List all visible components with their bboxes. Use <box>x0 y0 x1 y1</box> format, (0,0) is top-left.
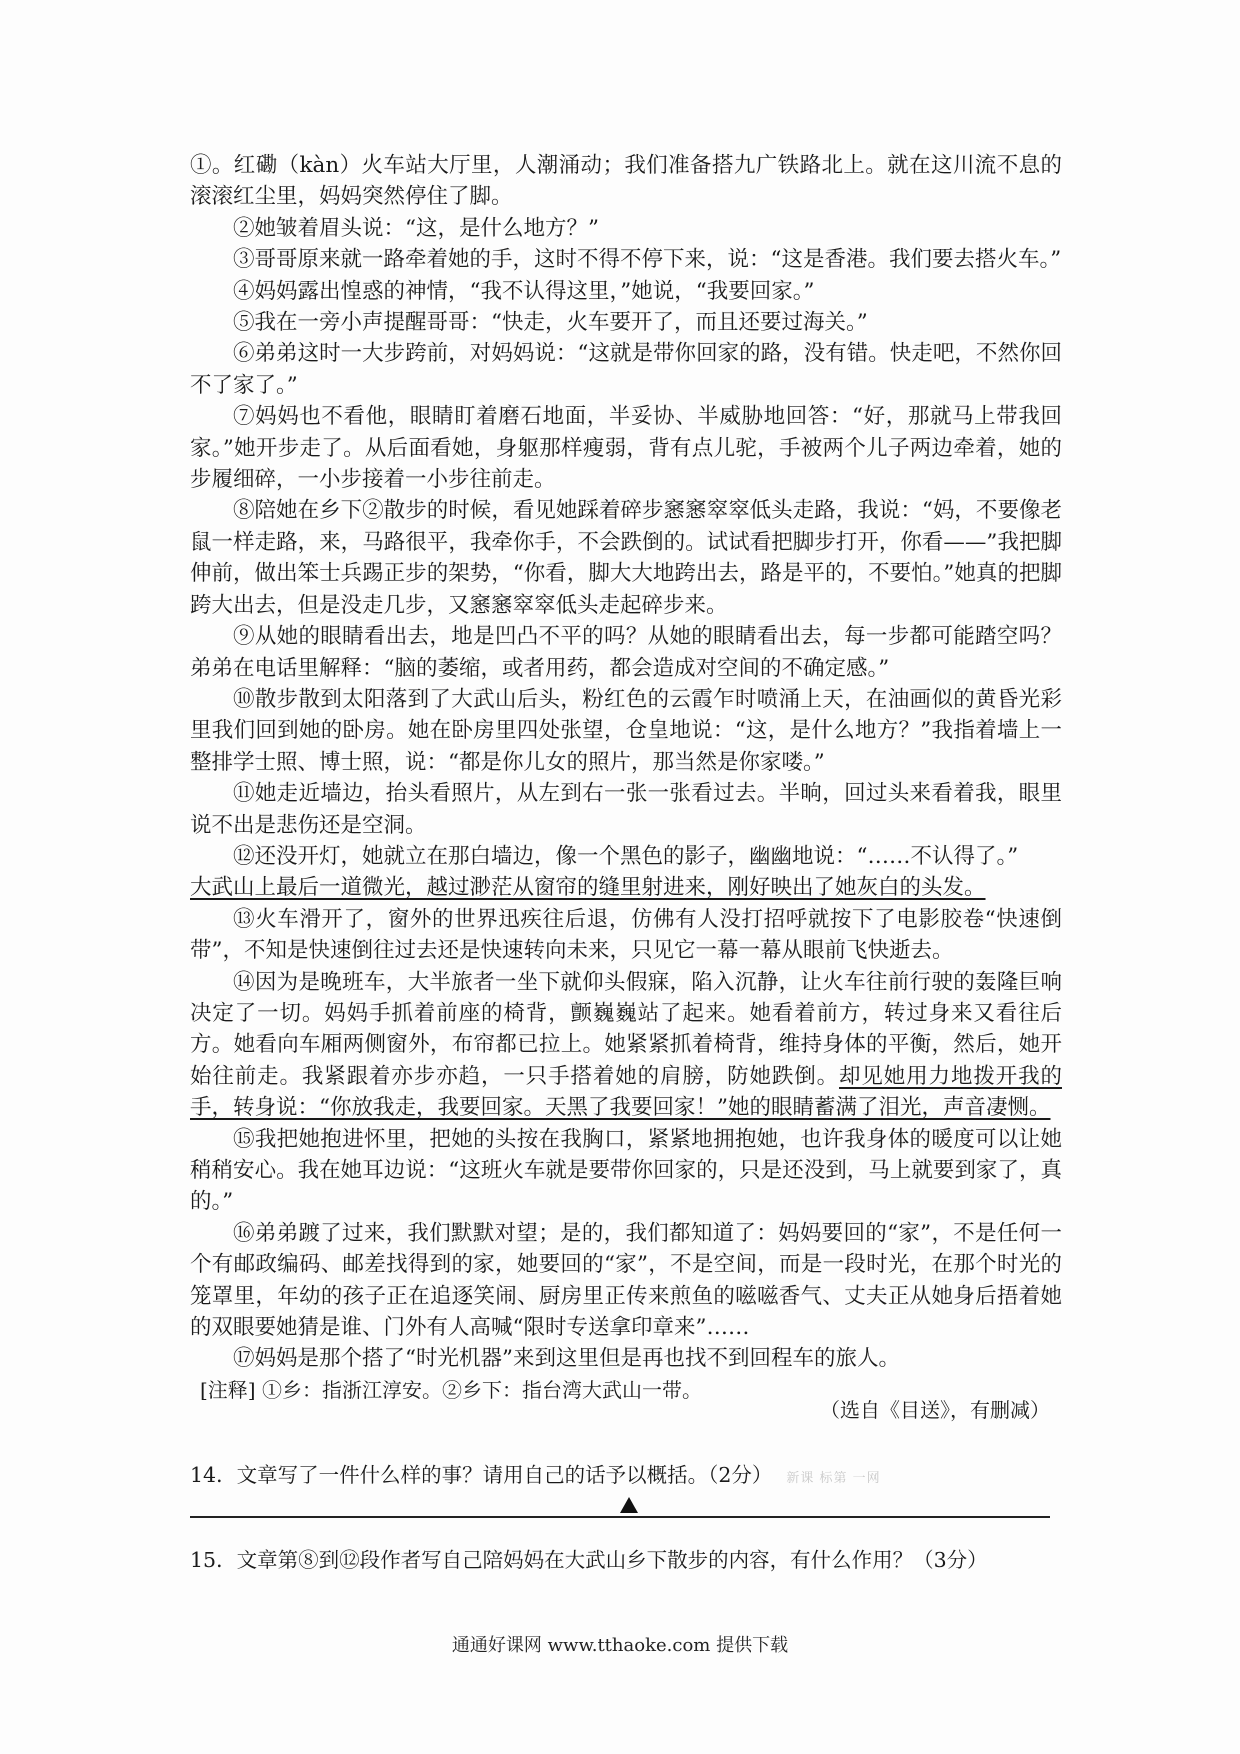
paragraph-2: ②她皱着眉头说：“这，是什么地方？” <box>233 215 599 241</box>
paragraph-13: ⑬火车滑开了，窗外的世界迅疾往后退，仿佛有人没打招呼就按下了电影胶卷“快速倒带”，不知是快速倒往过去还是快速转向未来，只见它一幕一幕从眼前飞快逝去。 <box>190 906 1062 964</box>
paragraph-3: ③哥哥原来就一路牵着她的手，这时不得不停下来，说：“这是香港。我们要去搭火车。” <box>233 247 1062 273</box>
paragraph-6: ⑥弟弟这时一大步跨前，对妈妈说：“这就是带你回家的路，没有错。快走吧，不然你回不了家了。” <box>190 341 1062 398</box>
watermark-text: 新课 标第 一网 <box>786 1471 881 1486</box>
annotation-note: [注释] ①乡：指浙江淳安。②乡下：指台湾大武山一带。 <box>200 1377 702 1402</box>
paragraph-12-underlined: 大武山上最后一道微光，越过渺茫从窗帘的缝里射进来，刚好映出了她灰白的头发。 <box>190 875 986 901</box>
paragraph-12: ⑫还没开灯，她就立在那白墙边，像一个黑色的影子，幽幽地说：“……不认得了。” <box>233 843 1019 869</box>
answer-line <box>190 1516 1050 1518</box>
paragraph-4: ④妈妈露出惶惑的神情，“我不认得这里，”她说，“我要回家。” <box>233 278 815 304</box>
source-citation: （选自《目送》，有删减） <box>820 1398 1050 1422</box>
paragraph-14-text: ⑭因为是晚班车，大半旅者一坐下就仰头假寐，陷入沉静，让火车往前行驶的轰隆巨响决定了一切。妈妈手抓着前座的椅背，颤巍巍站了起来。她看着前方，转过身来又看往后方。她看向车厢两侧窗外，布帘都已拉上。她紧紧抓着椅背，维持身体的平衡，然后，她开始往前走。我紧跟着亦步亦趋，一只手搭着她的肩膀，防她跌倒。 <box>190 969 1062 1089</box>
paragraph-14-underlined: 却见她用力地拨开我的手，转身说：“你放我走，我要回家。天黑了我要回家！”她的眼睛蓄满了泪光，声音凄恻。 <box>190 1063 1062 1121</box>
paragraph-14 <box>190 967 1062 1124</box>
paragraph-15: ⑮我把她抱进怀里，把她的头按在我胸口，紧紧地拥抱她，也许我身体的暖度可以让她稍稍安心。我在她耳边说：“这班火车就是要带你回家的，只是还没到，马上就要到家了，真的。” <box>190 1126 1062 1215</box>
reading-passage <box>190 150 1062 1406</box>
question-14 <box>190 1458 881 1488</box>
paragraph-9: ⑨从她的眼睛看出去，地是凹凸不平的吗？从她的眼睛看出去，每一步都可能踏空吗？弟弟在电话里解释：“脑的萎缩，或者用药，都会造成对空间的不确定感。” <box>190 624 1062 681</box>
paragraph-10: ⑩散步散到太阳落到了大武山后头，粉红色的云霞乍时喷涌上天，在油画似的黄昏光彩里我们回到她的卧房。她在卧房里四处张望，仓皇地说：“这，是什么地方？”我指着墙上一整排学士照、博士照，说：“都是你儿女的照片，那当然是你家喽。” <box>190 686 1062 775</box>
triangle-icon <box>620 1497 638 1513</box>
paragraph-11: ⑪她走近墙边，抬头看照片，从左到右一张一张看过去。半晌，回过头来看着我，眼里说不出是悲伤还是空洞。 <box>190 781 1062 838</box>
paragraph-8: ⑧陪她在乡下②散步的时候，看见她踩着碎步窸窸窣窣低头走路，我说：“妈，不要像老鼠一样走路，来，马路很平，我牵你手，不会跌倒的。试试看把脚步打开，你看——”我把脚伸前，做出笨士兵踢正步的架势，“你看，脚大大地跨出去，路是平的，不要怕。”她真的把脚跨大出去，但是没走几步，又窸窸窣窣低头走起碎步来。 <box>190 498 1062 618</box>
paragraph-17: ⑰妈妈是那个搭了“时光机器”来到这里但是再也找不到回程车的旅人。 <box>233 1346 900 1372</box>
question-15: 15．文章第⑧到⑫段作者写自己陪妈妈在大武山乡下散步的内容，有什么作用？（3分） <box>190 1548 988 1572</box>
question-14-text: 14．文章写了一件什么样的事？请用自己的话予以概括。（2分） <box>190 1463 773 1487</box>
paragraph-7: ⑦妈妈也不看他，眼睛盯着磨石地面，半妥协、半威胁地回答：“好，那就马上带我回家。”她开步走了。从后面看她，身躯那样瘦弱，背有点儿驼，手被两个儿子两边牵着，她的步履细碎，一小步接着一小步往前走。 <box>190 404 1062 493</box>
paragraph-5: ⑤我在一旁小声提醒哥哥：“快走，火车要开了，而且还要过海关。” <box>233 310 868 336</box>
paragraph-16: ⑯弟弟踱了过来，我们默默对望；是的，我们都知道了：妈妈要回的“家”，不是任何一个有邮政编码、邮差找得到的家，她要回的“家”，不是空间，而是一段时光，在那个时光的笼罩里，年幼的孩子正在追逐笑闹、厨房里正传来煎鱼的嗞嗞香气、丈夫正从她身后捂着她的双眼要她猜是谁、门外有人高喊“限时专送拿印章来”…… <box>190 1220 1062 1341</box>
paragraph-1: ①。红磡（kàn）火车站大厅里，人潮涌动；我们准备搭九广铁路北上。就在这川流不息的滚滚红尘里，妈妈突然停住了脚。 <box>190 153 1062 210</box>
footer-download-note: 通通好课网 www.tthaoke.com 提供下载 <box>451 1635 789 1656</box>
